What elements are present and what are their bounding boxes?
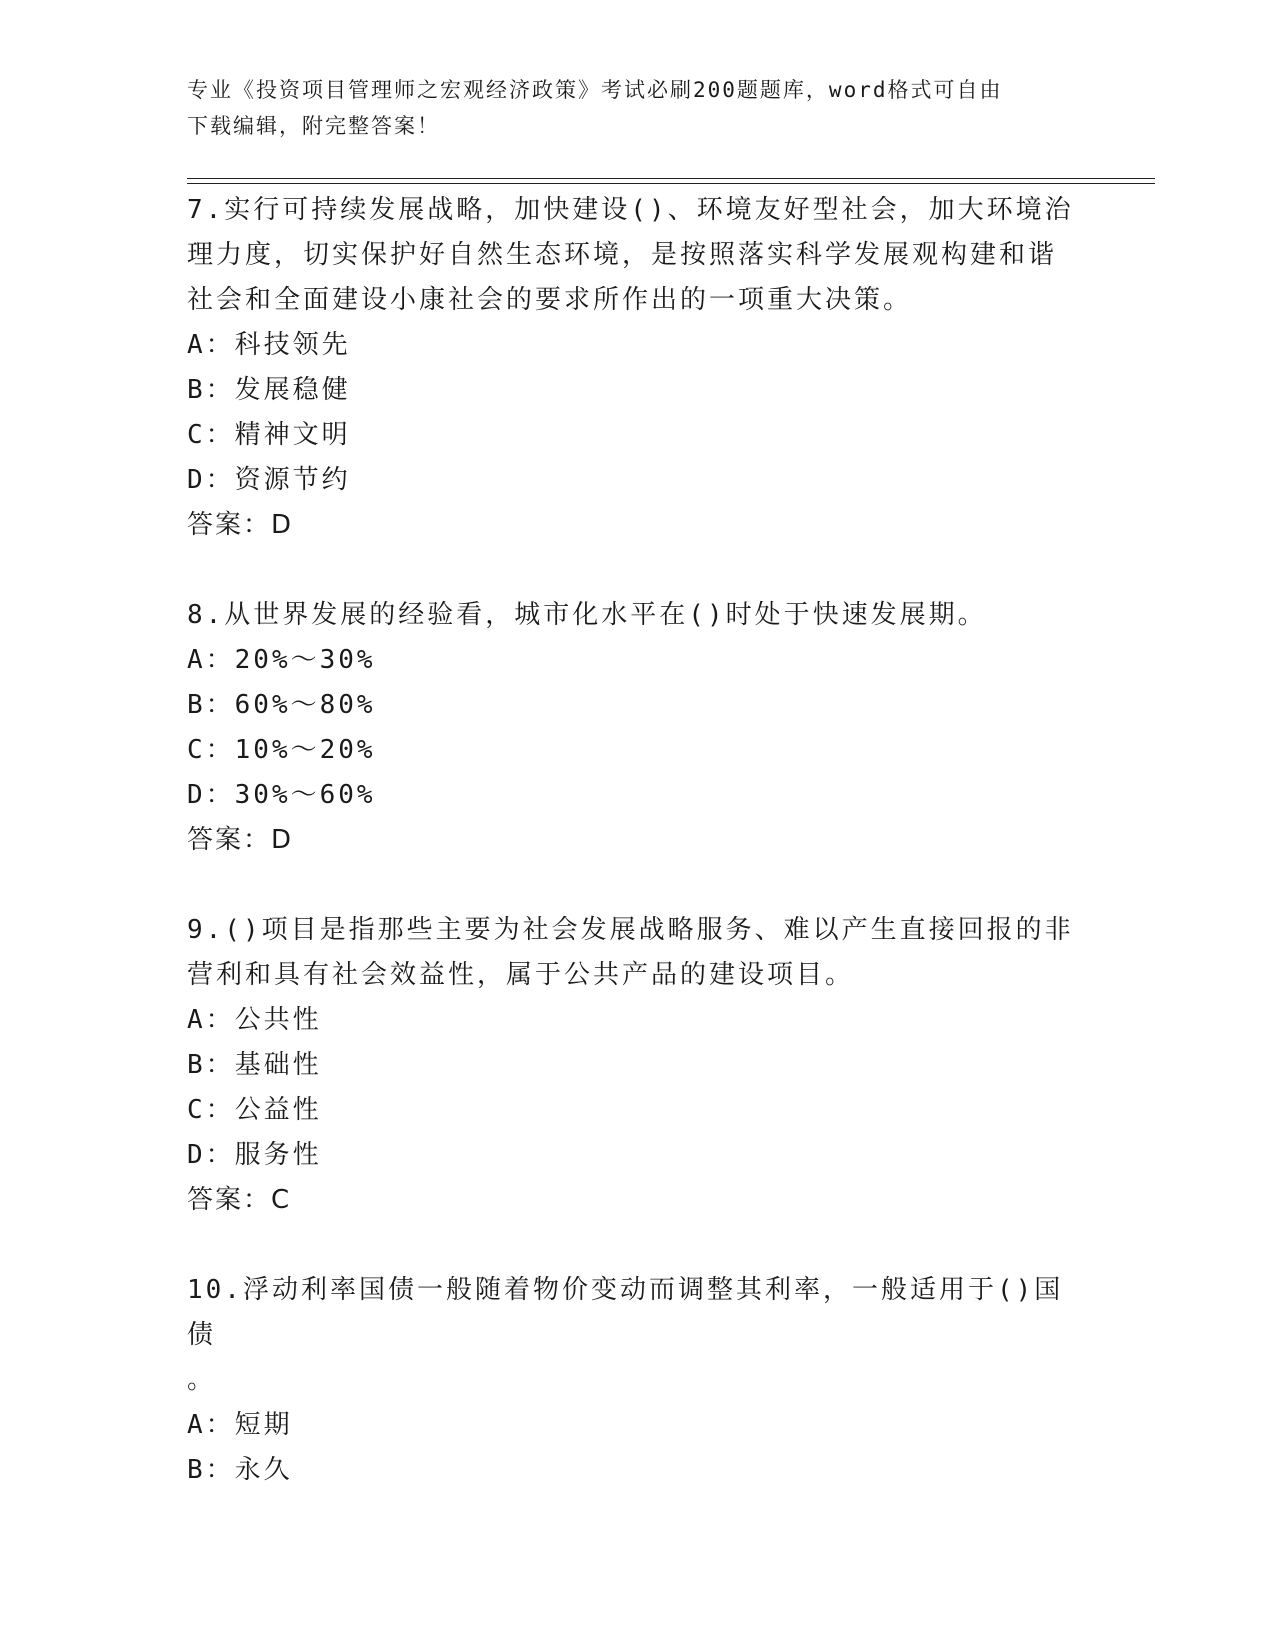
- question-text-line: 营利和具有社会效益性，属于公共产品的建设项目。: [187, 960, 855, 990]
- option-b: B：60%～80%: [187, 690, 376, 720]
- answer-text: 答案：D: [187, 825, 294, 855]
- question-spacer: [187, 1223, 1087, 1268]
- header-title-line-1: 专业《投资项目管理师之宏观经济政策》考试必刷200题题库，word格式可自由: [187, 78, 1003, 102]
- question-text-line: 9.()项目是指那些主要为社会发展战略服务、难以产生直接回报的非: [187, 915, 1074, 945]
- option-a: A：短期: [187, 1410, 293, 1440]
- questions-list: [187, 188, 1087, 1493]
- header-title-line-2: 下载编辑，附完整答案！: [187, 114, 440, 138]
- option-a: A：科技领先: [187, 330, 351, 360]
- question-text-line: 8.从世界发展的经验看，城市化水平在()时处于快速发展期。: [187, 600, 987, 630]
- document-header: [187, 72, 1087, 144]
- question-spacer: [187, 548, 1087, 593]
- question-text-line: 10.浮动利率国债一般随着物价变动而调整其利率，一般适用于()国债: [187, 1275, 1064, 1350]
- option-a: A：公共性: [187, 1005, 322, 1035]
- option-c: C：10%～20%: [187, 735, 376, 765]
- question-item: [187, 593, 1087, 863]
- question-item: [187, 188, 1087, 548]
- question-text-line: 7.实行可持续发展战略，加快建设()、环境友好型社会，加大环境治: [187, 195, 1074, 225]
- question-item: [187, 1268, 1087, 1493]
- option-d: D：30%～60%: [187, 780, 376, 810]
- question-item: [187, 908, 1087, 1223]
- answer-text: 答案：C: [187, 1185, 292, 1215]
- header-divider-bottom: [187, 183, 1155, 184]
- header-divider-top: [187, 178, 1155, 179]
- option-c: C：公益性: [187, 1095, 322, 1125]
- answer-text: 答案：D: [187, 510, 294, 540]
- question-text-line: 社会和全面建设小康社会的要求所作出的一项重大决策。: [187, 285, 913, 315]
- option-b: B：发展稳健: [187, 375, 351, 405]
- option-d: D：服务性: [187, 1140, 322, 1170]
- option-c: C：精神文明: [187, 420, 351, 450]
- question-text-line: 。: [187, 1365, 217, 1395]
- question-spacer: [187, 863, 1087, 908]
- option-a: A：20%～30%: [187, 645, 376, 675]
- option-b: B：基础性: [187, 1050, 322, 1080]
- option-d: D：资源节约: [187, 465, 351, 495]
- question-text-line: 理力度，切实保护好自然生态环境，是按照落实科学发展观构建和谐: [187, 240, 1058, 270]
- option-b: B：永久: [187, 1455, 293, 1485]
